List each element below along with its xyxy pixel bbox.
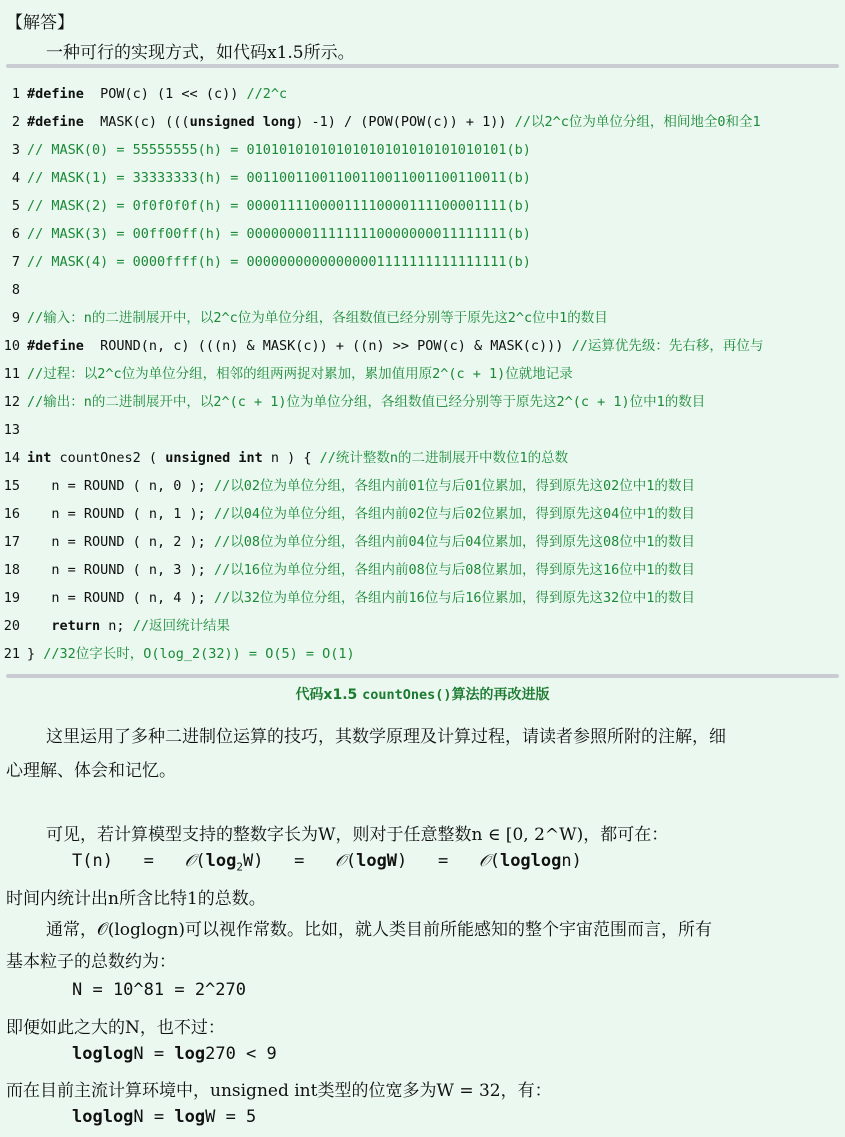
intro-text: 一种可行的实现方式，如代码x1.5所示。	[46, 43, 355, 63]
line-number: 16	[3, 506, 20, 522]
code-text: return n; //返回统计结果	[51, 618, 230, 634]
line-number: 8	[11, 282, 20, 298]
code-line	[0, 164, 845, 192]
paragraph-4b: 基本粒子的总数约为：	[6, 952, 176, 972]
code-line	[0, 500, 845, 528]
code-text: int countOnes2 ( unsigned int n ) { //统计整数n的二进制展开中数位1的总数	[27, 450, 569, 466]
code-text: // MASK(2) = 0f0f0f0f(h) = 00001111000011110000111100001111(b)	[27, 198, 531, 214]
code-text: #define ROUND(n, c) (((n) & MASK(c)) + ((n) >> POW(c) & MASK(c))) //运算优先级：先右移，再位与	[27, 338, 764, 354]
code-text: //输入：n的二进制展开中，以2^c位为单位分组，各组数值已经分别等于原先这2^c位中1的数目	[27, 310, 608, 326]
code-line	[0, 80, 845, 108]
code-text: n = ROUND ( n, 4 ); //以32位为单位分组，各组内前16位与后16位累加，得到原先这32位中1的数目	[27, 590, 695, 606]
code-text: #define MASK(c) (((unsigned long) -1) / (POW(POW(c)) + 1)) //以2^c位为单位分组，相间地全0和全1	[27, 114, 761, 130]
code-text: // MASK(0) = 55555555(h) = 01010101010101010101010101010101(b)	[27, 142, 531, 158]
code-top-rule	[6, 64, 839, 68]
line-number: 9	[11, 310, 20, 326]
code-text: // MASK(4) = 0000ffff(h) = 00000000000000001111111111111111(b)	[27, 254, 531, 270]
code-line	[0, 332, 845, 360]
paragraph-1b: 心理解、体会和记忆。	[6, 761, 176, 781]
code-text: n = ROUND ( n, 1 ); //以04位为单位分组，各组内前02位与后02位累加，得到原先这04位中1的数目	[27, 506, 695, 522]
code-line	[0, 556, 845, 584]
paragraph-6: 而在目前主流计算环境中，unsigned int类型的位宽多为W = 32，有：	[6, 1081, 552, 1101]
line-number: 11	[3, 366, 20, 382]
code-text: n = ROUND ( n, 3 ); //以16位为单位分组，各组内前08位与后08位累加，得到原先这16位中1的数目	[27, 562, 695, 578]
formula-loglog-w: loglogN = logW = 5	[72, 1107, 257, 1127]
code-line	[0, 612, 845, 640]
code-text: //输出：n的二进制展开中，以2^(c + 1)位为单位分组，各组数值已经分别等于原先这2^(c + 1)位中1的数目	[27, 394, 706, 410]
code-caption	[0, 684, 845, 704]
code-text: #define POW(c) (1 << (c)) //2^c	[27, 86, 288, 102]
code-text: n = ROUND ( n, 2 ); //以08位为单位分组，各组内前04位与后04位累加，得到原先这08位中1的数目	[27, 534, 695, 550]
code-text: n = ROUND ( n, 0 ); //以02位为单位分组，各组内前01位与后01位累加，得到原先这02位中1的数目	[27, 478, 695, 494]
line-number: 19	[3, 590, 20, 606]
line-number: 15	[3, 478, 20, 494]
paragraph-4a: 通常，𝒪(loglogn)可以视作常数。比如，就人类目前所能感知的整个宇宙范围而言，所有	[46, 920, 713, 940]
paragraph-5: 即便如此之大的N，也不过：	[6, 1018, 225, 1038]
code-line	[0, 220, 845, 248]
code-text: } //32位字长时，O(log_2(32)) = O(5) = O(1)	[27, 646, 355, 662]
formula-particles: N = 10^81 = 2^270	[72, 980, 246, 1000]
code-line	[0, 136, 845, 164]
formula-loglog-n: loglogN = log270 < 9	[72, 1044, 277, 1064]
paragraph-3: 时间内统计出n所含比特1的总数。	[6, 889, 266, 909]
code-line	[0, 472, 845, 500]
code-line	[0, 360, 845, 388]
answer-heading: 【解答】	[6, 13, 74, 33]
code-line	[0, 108, 845, 136]
code-text: // MASK(1) = 33333333(h) = 00110011001100110011001100110011(b)	[27, 170, 531, 186]
line-number: 18	[3, 562, 20, 578]
line-number: 21	[3, 646, 20, 662]
paragraph-1a: 这里运用了多种二进制位运算的技巧，其数学原理及计算过程，请读者参照所附的注解，细	[46, 727, 726, 747]
line-number: 7	[11, 254, 20, 270]
code-bottom-rule	[6, 674, 839, 678]
line-number: 4	[11, 170, 20, 186]
line-number: 17	[3, 534, 20, 550]
code-line	[0, 584, 845, 612]
line-number: 13	[3, 422, 20, 438]
line-number: 2	[11, 114, 20, 130]
line-number: 3	[11, 142, 20, 158]
line-number: 10	[3, 338, 20, 354]
code-block	[0, 80, 845, 668]
line-number: 5	[11, 198, 20, 214]
caption-prefix: 代码x1.5	[295, 687, 363, 703]
caption-suffix: 算法的再改进版	[451, 687, 550, 703]
line-number: 1	[11, 86, 20, 102]
code-line	[0, 248, 845, 276]
code-text: // MASK(3) = 00ff00ff(h) = 00000000111111110000000011111111(b)	[27, 226, 531, 242]
code-line	[0, 640, 845, 668]
code-line	[0, 304, 845, 332]
line-number: 20	[3, 618, 20, 634]
code-text: //过程：以2^c位为单位分组，相邻的组两两捉对累加，累加值用原2^(c + 1)位就地记录	[27, 366, 573, 382]
caption-function: countOnes()	[362, 687, 452, 703]
code-line	[0, 444, 845, 472]
formula-time-bound: T(n) = $𝒪(\log_2W)$ = 𝒪(logW) = 𝒪(loglogn)	[72, 851, 582, 874]
code-line	[0, 388, 845, 416]
code-line	[0, 416, 845, 444]
line-number: 12	[3, 394, 20, 410]
line-number: 14	[3, 450, 20, 466]
code-line	[0, 192, 845, 220]
line-number: 6	[11, 226, 20, 242]
code-line	[0, 276, 845, 304]
code-line	[0, 528, 845, 556]
paragraph-2: 可见，若计算模型支持的整数字长为W，则对于任意整数n ∈ [0, 2^W)，都可在：	[46, 825, 669, 845]
